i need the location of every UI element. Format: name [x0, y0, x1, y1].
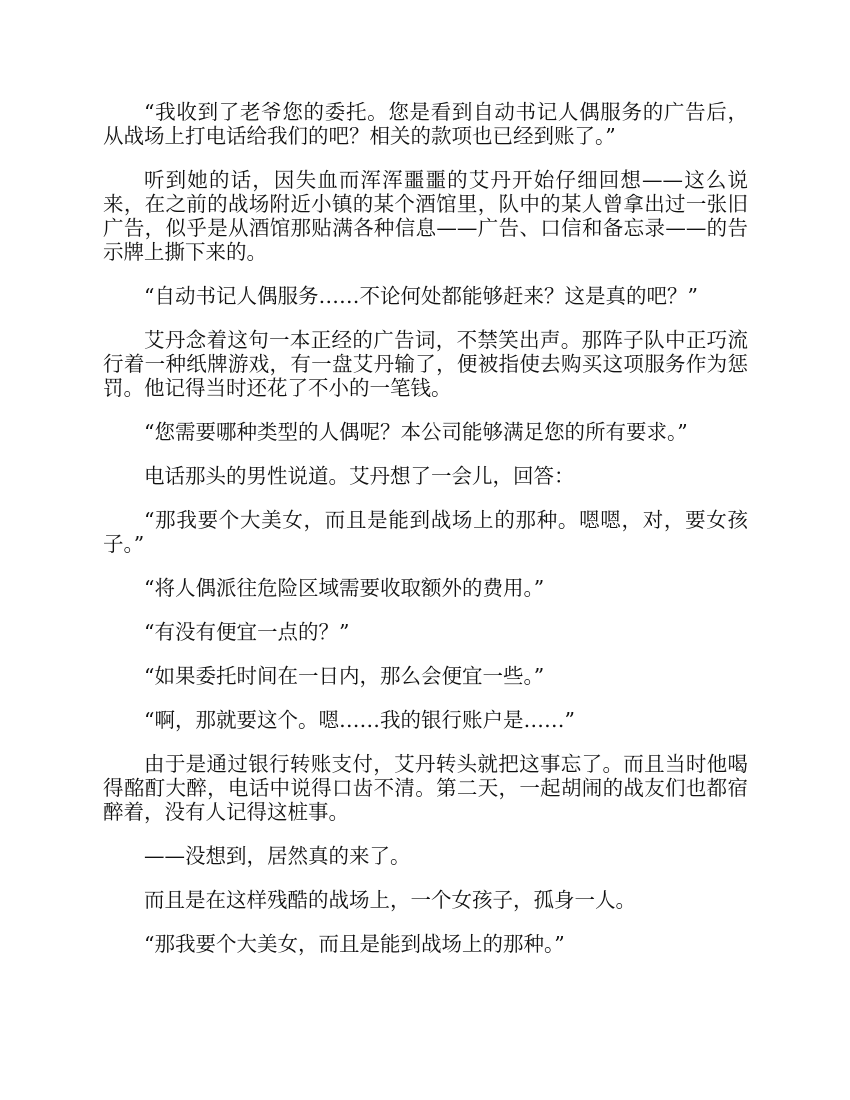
paragraph: “有没有便宜一点的？” — [144, 620, 350, 644]
paragraph: “我收到了老爷您的委托。您是看到自动书记人偶服务的广告后，从战场上打电话给我们的吧？相关的款项也已经到账了。” — [103, 100, 748, 148]
paragraph: “啊，那就要这个。嗯……我的银行账户是……” — [144, 708, 575, 732]
paragraph: “那我要个大美女，而且是能到战场上的那种。嗯嗯，对，要女孩子。” — [103, 508, 748, 556]
paragraph: 听到她的话，因失血而浑浑噩噩的艾丹开始仔细回想——这么说来，在之前的战场附近小镇的某个酒馆里，队中的某人曾拿出过一张旧广告，似乎是从酒馆那贴满各种信息——广告、口信和备忘录——的告示牌上撕下来的。 — [103, 168, 748, 264]
paragraph: “您需要哪种类型的人偶呢？本公司能够满足您的所有要求。” — [144, 420, 688, 444]
paragraph: 电话那头的男性说道。艾丹想了一会儿，回答： — [144, 464, 575, 488]
paragraph: “如果委托时间在一日内，那么会便宜一些。” — [144, 664, 545, 688]
paragraph: 由于是通过银行转账支付，艾丹转头就把这事忘了。而且当时他喝得酩酊大醉，电话中说得口齿不清。第二天，一起胡闹的战友们也都宿醉着，没有人记得这桩事。 — [103, 752, 748, 824]
paragraph: 而且是在这样残酷的战场上，一个女孩子，孤身一人。 — [144, 888, 636, 912]
document-page — [103, 100, 748, 976]
paragraph: “将人偶派往危险区域需要收取额外的费用。” — [144, 576, 545, 600]
paragraph: “自动书记人偶服务……不论何处都能够赶来？这是真的吧？” — [144, 284, 698, 308]
paragraph: “那我要个大美女，而且是能到战场上的那种。” — [144, 932, 565, 956]
paragraph: ——没想到，居然真的来了。 — [144, 844, 411, 868]
paragraph: 艾丹念着这句一本正经的广告词，不禁笑出声。那阵子队中正巧流行着一种纸牌游戏，有一盘艾丹输了，便被指使去购买这项服务作为惩罚。他记得当时还花了不小的一笔钱。 — [103, 328, 748, 400]
